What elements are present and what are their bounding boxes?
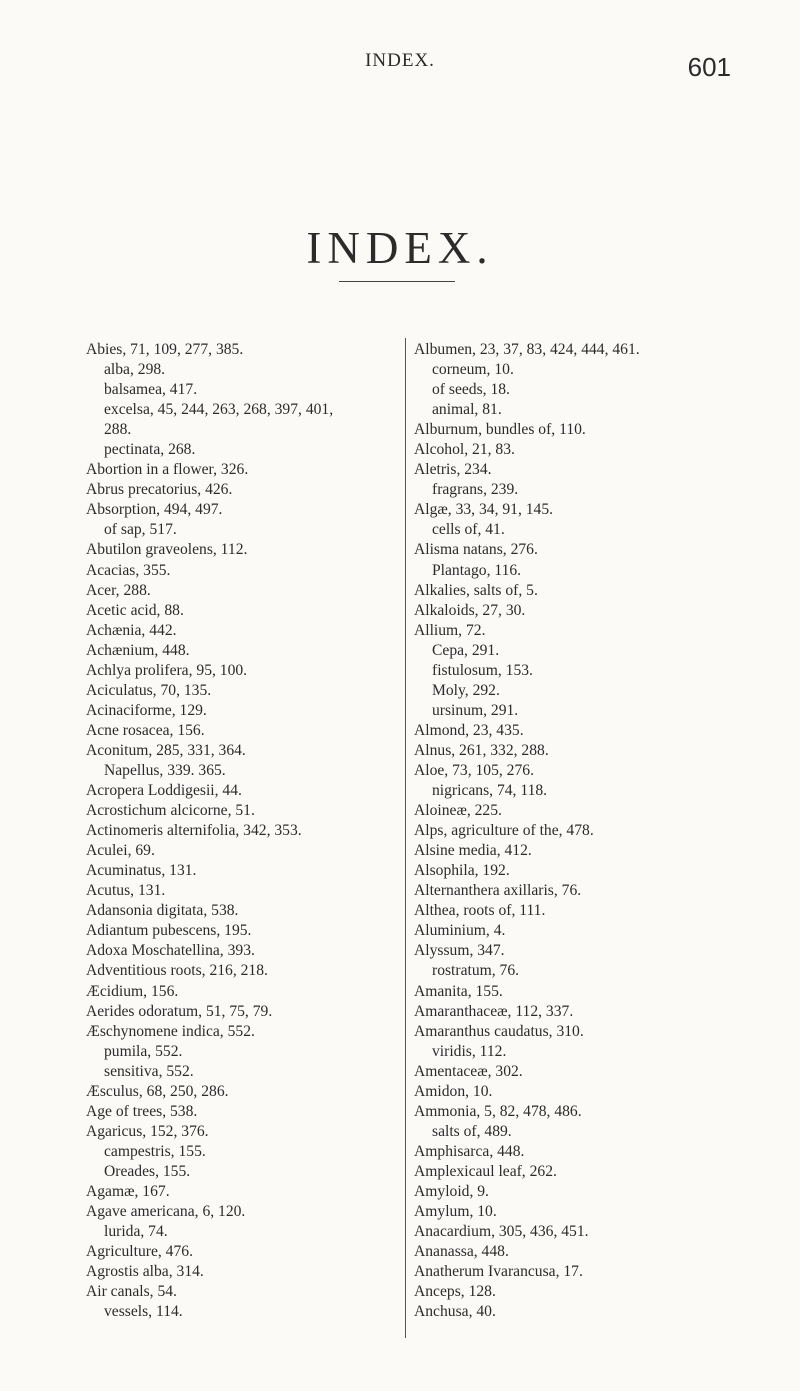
- index-subentry: campestris, 155.: [104, 1142, 206, 1160]
- index-entry: Acinaciforme, 129.: [86, 701, 207, 719]
- index-entry: Alburnum, bundles of, 110.: [414, 421, 586, 439]
- index-entry: Amaranthus caudatus, 310.: [414, 1022, 584, 1040]
- index-entry: Aerides odoratum, 51, 75, 79.: [86, 1002, 273, 1020]
- index-entry: Æcidium, 156.: [86, 982, 179, 1000]
- index-subentry: animal, 81.: [432, 401, 502, 419]
- index-entry: Alkalies, salts of, 5.: [414, 581, 538, 599]
- index-subentry: Moly, 292.: [432, 681, 500, 699]
- index-entry: Aculei, 69.: [86, 842, 155, 860]
- index-entry: Algæ, 33, 34, 91, 145.: [414, 501, 554, 519]
- index-subentry: excelsa, 45, 244, 263, 268, 397, 401,: [104, 401, 334, 419]
- index-entry: Adiantum pubescens, 195.: [86, 922, 252, 940]
- index-entry: Amentaceæ, 302.: [414, 1062, 523, 1080]
- index-subentry: alba, 298.: [104, 361, 166, 379]
- index-entry: Amyloid, 9.: [414, 1182, 489, 1200]
- index-entry: Air canals, 54.: [86, 1283, 177, 1301]
- index-entry: Acacias, 355.: [86, 561, 171, 579]
- index-subentry: viridis, 112.: [432, 1042, 507, 1060]
- index-entry: Abutilon graveolens, 112.: [86, 541, 248, 559]
- index-entry: Almond, 23, 435.: [414, 721, 524, 739]
- index-entry: Acne rosacea, 156.: [86, 721, 205, 739]
- index-entry: Amylum, 10.: [414, 1203, 497, 1221]
- index-entry: Acuminatus, 131.: [86, 862, 197, 880]
- index-entry: Allium, 72.: [414, 621, 486, 639]
- index-entry: Achlya prolifera, 95, 100.: [86, 661, 248, 679]
- index-entry: Alsophila, 192.: [414, 862, 510, 880]
- index-entry: Actinomeris alternifolia, 342, 353.: [86, 822, 302, 840]
- index-entry: Anceps, 128.: [414, 1283, 496, 1301]
- index-entry: Amidon, 10.: [414, 1082, 493, 1100]
- index-entry: Alkaloids, 27, 30.: [414, 601, 526, 619]
- index-entry: Alternanthera axillaris, 76.: [414, 882, 582, 900]
- index-entry: Anatherum Ivarancusa, 17.: [414, 1263, 583, 1281]
- index-entry: Absorption, 494, 497.: [86, 501, 223, 519]
- index-subentry: of sap, 517.: [104, 521, 177, 539]
- index-entry: Amaranthaceæ, 112, 337.: [414, 1002, 574, 1020]
- index-subentry: vessels, 114.: [104, 1303, 183, 1321]
- index-entry: Agriculture, 476.: [86, 1243, 193, 1261]
- index-subentry: 288.: [104, 421, 132, 439]
- index-entry: Aciculatus, 70, 135.: [86, 681, 212, 699]
- title-rule: [339, 281, 455, 282]
- index-entry: Æschynomene indica, 552.: [86, 1022, 255, 1040]
- index-entry: Ananassa, 448.: [414, 1243, 509, 1261]
- index-entry: Aloe, 73, 105, 276.: [414, 761, 534, 779]
- index-entry: Æsculus, 68, 250, 286.: [86, 1082, 229, 1100]
- index-entry: Aluminium, 4.: [414, 922, 506, 940]
- column-divider: [405, 338, 406, 1338]
- page-title: INDEX.: [306, 223, 494, 273]
- index-entry: Alnus, 261, 332, 288.: [414, 741, 549, 759]
- page-number: 601: [687, 52, 731, 82]
- index-entry: Ammonia, 5, 82, 478, 486.: [414, 1102, 582, 1120]
- index-entry: Abies, 71, 109, 277, 385.: [86, 341, 244, 358]
- index-entry: Aconitum, 285, 331, 364.: [86, 741, 246, 759]
- index-entry: Adansonia digitata, 538.: [86, 902, 239, 920]
- index-entry: Agrostis alba, 314.: [86, 1263, 204, 1281]
- index-entry: Achænia, 442.: [86, 621, 177, 639]
- index-entry: Agaricus, 152, 376.: [86, 1122, 209, 1140]
- index-entry: Acutus, 131.: [86, 882, 166, 900]
- index-entry: Alyssum, 347.: [414, 942, 505, 960]
- index-entry: Acetic acid, 88.: [86, 601, 184, 619]
- index-entry: Amplexicaul leaf, 262.: [414, 1162, 557, 1180]
- index-subentry: salts of, 489.: [432, 1122, 512, 1140]
- index-subentry: cells of, 41.: [432, 521, 505, 539]
- index-entry: Alcohol, 21, 83.: [414, 441, 515, 459]
- index-subentry: rostratum, 76.: [432, 962, 520, 980]
- index-entry: Adventitious roots, 216, 218.: [86, 962, 268, 980]
- index-entry: Acer, 288.: [86, 581, 151, 599]
- index-subentry: corneum, 10.: [432, 361, 514, 379]
- index-entry: Alisma natans, 276.: [414, 541, 538, 559]
- index-subentry: pectinata, 268.: [104, 441, 196, 459]
- index-entry: Adoxa Moschatellina, 393.: [86, 942, 255, 960]
- index-subentry: lurida, 74.: [104, 1223, 168, 1241]
- index-subentry: ursinum, 291.: [432, 701, 519, 719]
- index-entry: Alsine media, 412.: [414, 842, 532, 860]
- index-entry: Agave americana, 6, 120.: [86, 1203, 246, 1221]
- index-subentry: Plantago, 116.: [432, 561, 522, 579]
- index-entry: Albumen, 23, 37, 83, 424, 444, 461.: [414, 341, 640, 358]
- index-entry: Anacardium, 305, 436, 451.: [414, 1223, 589, 1241]
- index-entry: Althea, roots of, 111.: [414, 902, 546, 920]
- index-subentry: Cepa, 291.: [432, 641, 500, 659]
- index-subentry: Napellus, 339. 365.: [104, 761, 226, 779]
- index-entry: Acrostichum alcicorne, 51.: [86, 802, 255, 820]
- index-subentry: balsamea, 417.: [104, 381, 198, 399]
- index-subentry: Oreades, 155.: [104, 1162, 191, 1180]
- index-entry: Aletris, 234.: [414, 461, 492, 479]
- index-entry: Amanita, 155.: [414, 982, 503, 1000]
- index-subentry: fistulosum, 153.: [432, 661, 533, 679]
- running-header: INDEX.: [365, 50, 435, 71]
- index-entry: Acropera Loddigesii, 44.: [86, 782, 242, 800]
- index-entry: Amphisarca, 448.: [414, 1142, 525, 1160]
- index-entry: Abortion in a flower, 326.: [86, 461, 249, 479]
- index-entry: Age of trees, 538.: [86, 1102, 198, 1120]
- index-column-right: [414, 340, 774, 1322]
- index-subentry: fragrans, 239.: [432, 481, 519, 499]
- index-entry: Achænium, 448.: [86, 641, 190, 659]
- index-entry: Alps, agriculture of the, 478.: [414, 822, 594, 840]
- index-subentry: nigricans, 74, 118.: [432, 782, 548, 800]
- index-subentry: sensitiva, 552.: [104, 1062, 194, 1080]
- index-subentry: of seeds, 18.: [432, 381, 510, 399]
- index-entry: Anchusa, 40.: [414, 1303, 496, 1321]
- index-column-left: [86, 340, 446, 1322]
- index-subentry: pumila, 552.: [104, 1042, 183, 1060]
- index-entry: Agamæ, 167.: [86, 1182, 170, 1200]
- index-entry: Aloineæ, 225.: [414, 802, 502, 820]
- index-entry: Abrus precatorius, 426.: [86, 481, 233, 499]
